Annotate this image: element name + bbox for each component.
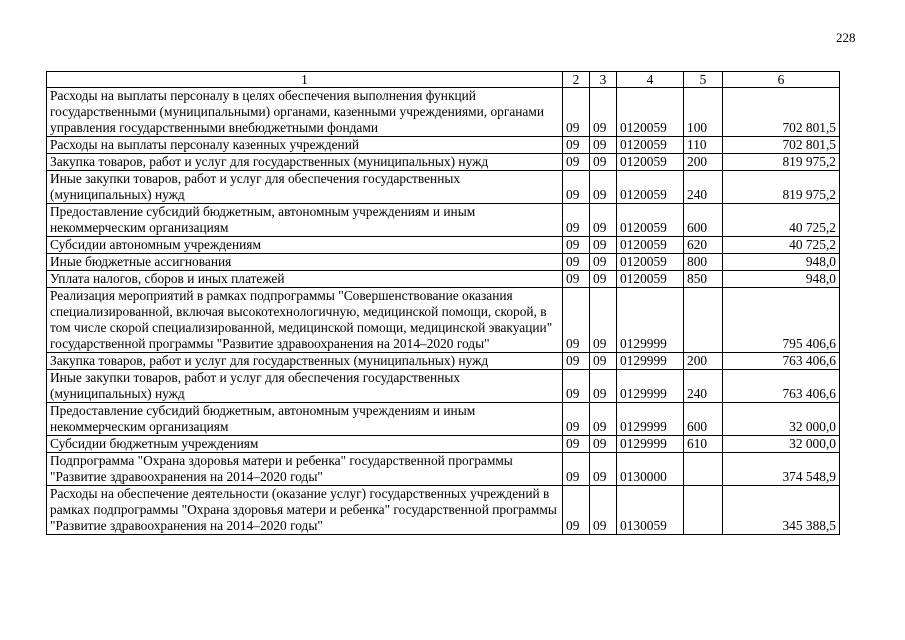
subsection-code-cell: 09 xyxy=(590,288,617,353)
subsection-code-cell: 09 xyxy=(590,353,617,370)
expense-type-cell: 240 xyxy=(684,171,723,204)
target-code-cell: 0120059 xyxy=(617,88,684,137)
header-cell: 1 xyxy=(47,72,563,88)
row-name-cell: Предоставление субсидий бюджетным, автономным учреждениям и иным некоммерческим организациям xyxy=(47,204,563,237)
section-code-cell: 09 xyxy=(563,154,590,171)
table-row xyxy=(47,436,840,453)
subsection-code-cell: 09 xyxy=(590,204,617,237)
row-name-cell: Иные закупки товаров, работ и услуг для обеспечения государственных (муниципальных) нужд xyxy=(47,370,563,403)
expense-type-cell: 800 xyxy=(684,254,723,271)
section-code-cell: 09 xyxy=(563,486,590,535)
amount-cell: 763 406,6 xyxy=(723,353,840,370)
table-body xyxy=(47,88,840,535)
expense-type-cell: 200 xyxy=(684,154,723,171)
expense-type-cell: 100 xyxy=(684,88,723,137)
amount-cell: 948,0 xyxy=(723,271,840,288)
subsection-code-cell: 09 xyxy=(590,237,617,254)
expense-type-cell: 850 xyxy=(684,271,723,288)
section-code-cell: 09 xyxy=(563,288,590,353)
row-name-cell: Подпрограмма "Охрана здоровья матери и ребенка" государственной программы "Развитие здравоохранения на 2014–2020 годы" xyxy=(47,453,563,486)
table-row xyxy=(47,453,840,486)
amount-cell: 345 388,5 xyxy=(723,486,840,535)
target-code-cell: 0129999 xyxy=(617,353,684,370)
section-code-cell: 09 xyxy=(563,436,590,453)
subsection-code-cell: 09 xyxy=(590,453,617,486)
table-row xyxy=(47,88,840,137)
amount-cell: 702 801,5 xyxy=(723,137,840,154)
row-name-cell: Иные бюджетные ассигнования xyxy=(47,254,563,271)
table-row xyxy=(47,288,840,353)
target-code-cell: 0120059 xyxy=(617,237,684,254)
amount-cell: 374 548,9 xyxy=(723,453,840,486)
page-number: 228 xyxy=(836,30,856,45)
header-cell: 3 xyxy=(590,72,617,88)
amount-cell: 32 000,0 xyxy=(723,436,840,453)
target-code-cell: 0129999 xyxy=(617,436,684,453)
expense-type-cell: 240 xyxy=(684,370,723,403)
header-row xyxy=(47,72,840,88)
row-name-cell: Закупка товаров, работ и услуг для государственных (муниципальных) нужд xyxy=(47,353,563,370)
subsection-code-cell: 09 xyxy=(590,271,617,288)
section-code-cell: 09 xyxy=(563,237,590,254)
table-row xyxy=(47,403,840,436)
table-row xyxy=(47,254,840,271)
expense-type-cell: 610 xyxy=(684,436,723,453)
table-row xyxy=(47,154,840,171)
header-cell: 2 xyxy=(563,72,590,88)
target-code-cell: 0120059 xyxy=(617,254,684,271)
expense-type-cell xyxy=(684,288,723,353)
table-row xyxy=(47,204,840,237)
row-name-cell: Иные закупки товаров, работ и услуг для обеспечения государственных (муниципальных) нужд xyxy=(47,171,563,204)
target-code-cell: 0129999 xyxy=(617,370,684,403)
expense-type-cell: 620 xyxy=(684,237,723,254)
table-row xyxy=(47,237,840,254)
section-code-cell: 09 xyxy=(563,370,590,403)
subsection-code-cell: 09 xyxy=(590,486,617,535)
target-code-cell: 0129999 xyxy=(617,403,684,436)
subsection-code-cell: 09 xyxy=(590,436,617,453)
amount-cell: 763 406,6 xyxy=(723,370,840,403)
table-row xyxy=(47,486,840,535)
section-code-cell: 09 xyxy=(563,254,590,271)
amount-cell: 702 801,5 xyxy=(723,88,840,137)
row-name-cell: Закупка товаров, работ и услуг для государственных (муниципальных) нужд xyxy=(47,154,563,171)
row-name-cell: Расходы на обеспечение деятельности (оказание услуг) государственных учреждений в рамках подпрограммы "Охрана здоровья матери и ребенка" государственной программы "Развитие здравоохранения на 2014–2020 годы" xyxy=(47,486,563,535)
section-code-cell: 09 xyxy=(563,88,590,137)
expense-type-cell: 600 xyxy=(684,403,723,436)
amount-cell: 795 406,6 xyxy=(723,288,840,353)
subsection-code-cell: 09 xyxy=(590,88,617,137)
expense-type-cell xyxy=(684,453,723,486)
expense-type-cell: 600 xyxy=(684,204,723,237)
section-code-cell: 09 xyxy=(563,453,590,486)
target-code-cell: 0120059 xyxy=(617,171,684,204)
section-code-cell: 09 xyxy=(563,403,590,436)
section-code-cell: 09 xyxy=(563,137,590,154)
target-code-cell: 0120059 xyxy=(617,154,684,171)
header-cell: 5 xyxy=(684,72,723,88)
amount-cell: 32 000,0 xyxy=(723,403,840,436)
table-row xyxy=(47,353,840,370)
row-name-cell: Субсидии автономным учреждениям xyxy=(47,237,563,254)
budget-table xyxy=(46,71,840,535)
header-cell: 4 xyxy=(617,72,684,88)
row-name-cell: Расходы на выплаты персоналу казенных учреждений xyxy=(47,137,563,154)
row-name-cell: Субсидии бюджетным учреждениям xyxy=(47,436,563,453)
table-row xyxy=(47,271,840,288)
amount-cell: 948,0 xyxy=(723,254,840,271)
subsection-code-cell: 09 xyxy=(590,370,617,403)
amount-cell: 40 725,2 xyxy=(723,237,840,254)
amount-cell: 40 725,2 xyxy=(723,204,840,237)
section-code-cell: 09 xyxy=(563,271,590,288)
target-code-cell: 0120059 xyxy=(617,137,684,154)
row-name-cell: Предоставление субсидий бюджетным, автономным учреждениям и иным некоммерческим организациям xyxy=(47,403,563,436)
subsection-code-cell: 09 xyxy=(590,171,617,204)
section-code-cell: 09 xyxy=(563,353,590,370)
expense-type-cell: 110 xyxy=(684,137,723,154)
section-code-cell: 09 xyxy=(563,204,590,237)
expense-type-cell: 200 xyxy=(684,353,723,370)
header-cell: 6 xyxy=(723,72,840,88)
row-name-cell: Расходы на выплаты персоналу в целях обеспечения выполнения функций государственными (муниципальными) органами, казенными учреждениями, органами управления государственными внебюджетными фондами xyxy=(47,88,563,137)
subsection-code-cell: 09 xyxy=(590,154,617,171)
expense-type-cell xyxy=(684,486,723,535)
table-row xyxy=(47,137,840,154)
target-code-cell: 0129999 xyxy=(617,288,684,353)
subsection-code-cell: 09 xyxy=(590,403,617,436)
subsection-code-cell: 09 xyxy=(590,137,617,154)
target-code-cell: 0120059 xyxy=(617,271,684,288)
row-name-cell: Уплата налогов, сборов и иных платежей xyxy=(47,271,563,288)
amount-cell: 819 975,2 xyxy=(723,171,840,204)
amount-cell: 819 975,2 xyxy=(723,154,840,171)
target-code-cell: 0130000 xyxy=(617,453,684,486)
table-row xyxy=(47,370,840,403)
target-code-cell: 0120059 xyxy=(617,204,684,237)
subsection-code-cell: 09 xyxy=(590,254,617,271)
target-code-cell: 0130059 xyxy=(617,486,684,535)
section-code-cell: 09 xyxy=(563,171,590,204)
row-name-cell: Реализация мероприятий в рамках подпрограммы "Совершенствование оказания специализированной, включая высокотехнологичную, медицинской помощи, скорой, в том числе скорой специализированной, медицинской помощи, медицинской эвакуации" государственной программы "Развитие здравоохранения на 2014–2020 годы" xyxy=(47,288,563,353)
table-row xyxy=(47,171,840,204)
